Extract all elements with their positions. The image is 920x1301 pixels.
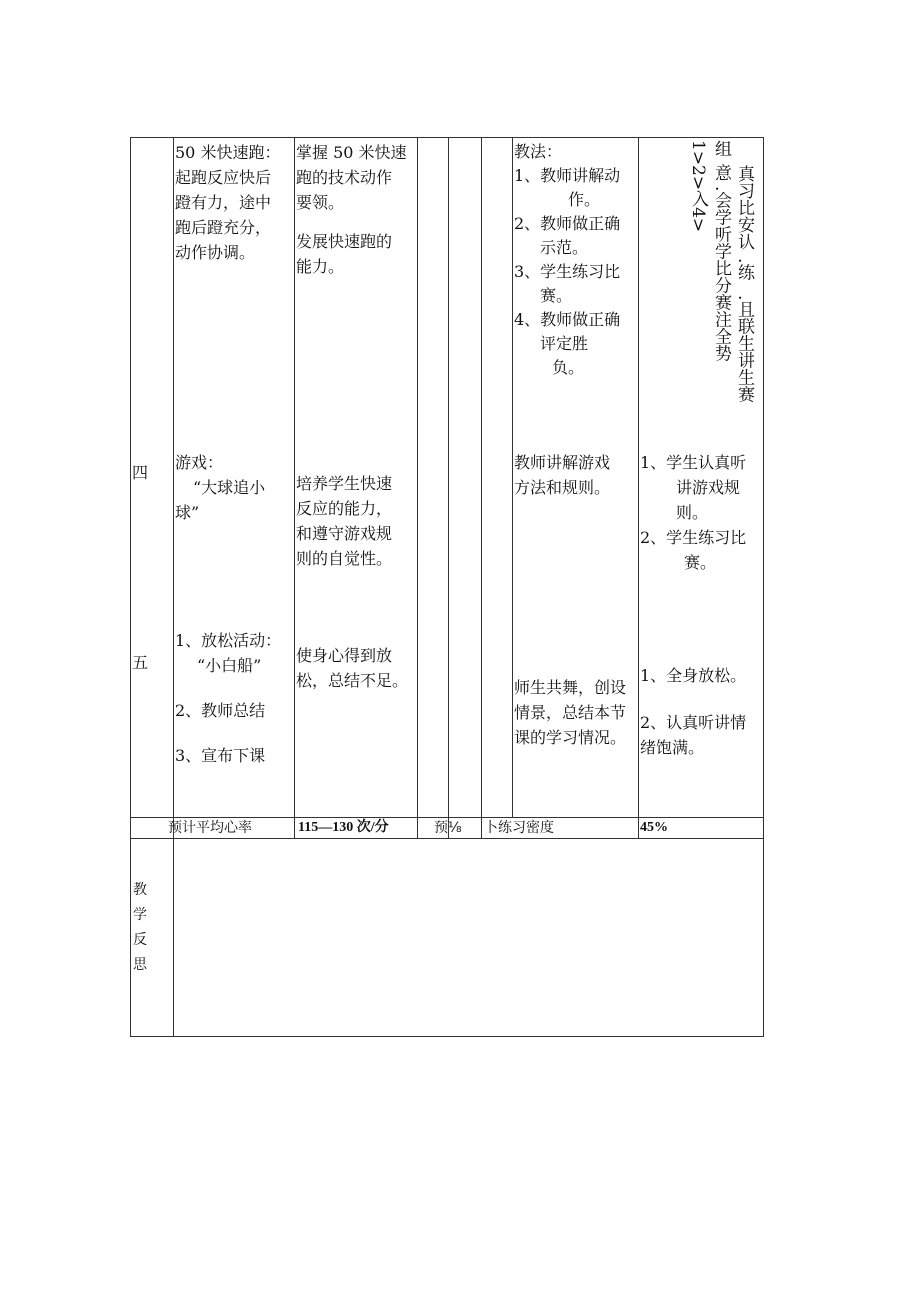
game-student-line: 2、学生练习比 [640, 528, 747, 547]
reflection-char: 思 [133, 957, 147, 973]
org-vertical-7: .且联生讲生赛 [734, 295, 754, 403]
game-goal-line: 和遵守游戏规 [296, 524, 393, 543]
running-goal-line [296, 215, 407, 229]
col-line-5 [481, 137, 482, 838]
game-student-line: 1、学生认真听 [640, 453, 747, 472]
summary-row-top [130, 817, 764, 818]
method-item-cont: 评定胜 [540, 334, 589, 353]
method-item: 3、学生练习比 [514, 262, 621, 281]
density-label: 卜练习密度 [484, 820, 554, 836]
reflection-label [133, 878, 147, 978]
game-goal-line: 反应的能力， [296, 499, 393, 518]
density-value: 45% [640, 820, 668, 835]
org-vertical-1: 组 [711, 140, 731, 157]
game-teacher-line: 教师讲解游戏 [514, 453, 611, 472]
org-vertical-2: 1>2>入4> [688, 140, 708, 233]
table-border-right [763, 137, 764, 1037]
game-teacher [514, 450, 610, 500]
running-goal-line: 能力。 [296, 257, 345, 276]
heart-rate-value: 115—130 次/分 [298, 820, 389, 835]
game-student-line: 赛。 [684, 553, 717, 572]
game-content-line: 球” [175, 503, 200, 522]
relax-content-line: 3、宣布下课 [175, 746, 266, 765]
method-item-cont: 负。 [552, 358, 585, 377]
game-goals [296, 471, 392, 571]
org-vertical-5: 真习比安认 [734, 165, 754, 250]
relax-student-line: 2、认真听讲情 [640, 713, 747, 732]
method-item: 4、教师做正确 [514, 310, 621, 329]
relax-student-line: 1、全身放松。 [640, 666, 747, 685]
density-prefix: 预⅛ [434, 820, 462, 836]
col-line-6 [512, 137, 513, 817]
reflection-char: 学 [133, 907, 147, 923]
running-content [175, 140, 280, 265]
method-item: 2、教师做正确 [514, 214, 621, 233]
row-number-five: 五 [132, 653, 149, 672]
method-item-cont: 赛。 [540, 286, 573, 305]
relax-teacher [514, 675, 626, 750]
relax-content [175, 628, 281, 768]
org-vertical-6: .练 [734, 258, 754, 281]
running-content-line: 动作协调。 [175, 243, 256, 262]
col-line-2 [294, 137, 295, 838]
col-line-4 [448, 137, 449, 838]
reflection-char: 教 [133, 882, 147, 898]
relax-teacher-line: 师生共舞，创设 [514, 678, 627, 697]
relax-content-line: 1、放松活动： [175, 631, 282, 650]
table-border-top [130, 137, 764, 138]
game-content-line: “大球追小 [193, 478, 266, 497]
running-methods [514, 140, 620, 380]
game-student [640, 450, 746, 575]
reflection-char: 反 [133, 932, 147, 948]
relax-content-line: 2、教师总结 [175, 701, 266, 720]
col-line-7 [638, 137, 639, 838]
table-border-left [130, 137, 131, 1037]
running-goal-line: 发展快速跑的 [296, 232, 393, 251]
game-student-line: 则。 [676, 503, 709, 522]
game-content-line: 游戏： [175, 453, 224, 472]
game-goal-line: 培养学生快速 [296, 474, 393, 493]
relax-student [640, 663, 746, 760]
relax-goal-line: 使身心得到放 [296, 646, 393, 665]
running-content-line: 50 米快速跑： [175, 143, 281, 162]
running-goal-line: 掌握 50 米快速 [296, 143, 407, 162]
relax-teacher-line: 课的学习情况。 [514, 728, 627, 747]
game-teacher-line: 方法和规则。 [514, 478, 611, 497]
game-content [175, 450, 265, 525]
running-goal-line: 跑的技术动作 [296, 168, 393, 187]
relax-goals [296, 643, 408, 693]
running-content-line: 跑后蹬充分， [175, 218, 272, 237]
game-goal-line: 则的自觉性。 [296, 549, 393, 568]
table-border-bottom [130, 1036, 764, 1037]
relax-student-line: 绪饱满。 [640, 738, 705, 757]
heart-rate-label: 预计平均心率 [168, 820, 252, 836]
running-goals [296, 140, 407, 279]
relax-content-line: “小白船” [197, 656, 262, 675]
running-content-line: 起跑反应快后 [175, 168, 272, 187]
reflection-content-area[interactable] [174, 839, 763, 1036]
running-goal-line: 要领。 [296, 193, 345, 212]
method-item-cont: 示范。 [540, 238, 589, 257]
org-vertical-4: .会学听学比分赛注全势 [711, 186, 731, 362]
spacer [175, 723, 281, 743]
method-item: 1、教师讲解动 [514, 166, 621, 185]
method-title: 教法： [514, 142, 563, 161]
col-line-3 [417, 137, 418, 838]
game-student-line: 讲游戏规 [676, 478, 741, 497]
running-content-line: 蹬有力，途中 [175, 193, 272, 212]
row-number-four: 四 [132, 463, 149, 482]
spacer [640, 688, 746, 710]
method-item-cont: 作。 [568, 190, 601, 209]
org-vertical-3: 意 [711, 164, 731, 181]
relax-teacher-line: 情景，总结本节 [514, 703, 627, 722]
spacer [175, 678, 281, 698]
relax-goal-line: 松，总结不足。 [296, 671, 409, 690]
